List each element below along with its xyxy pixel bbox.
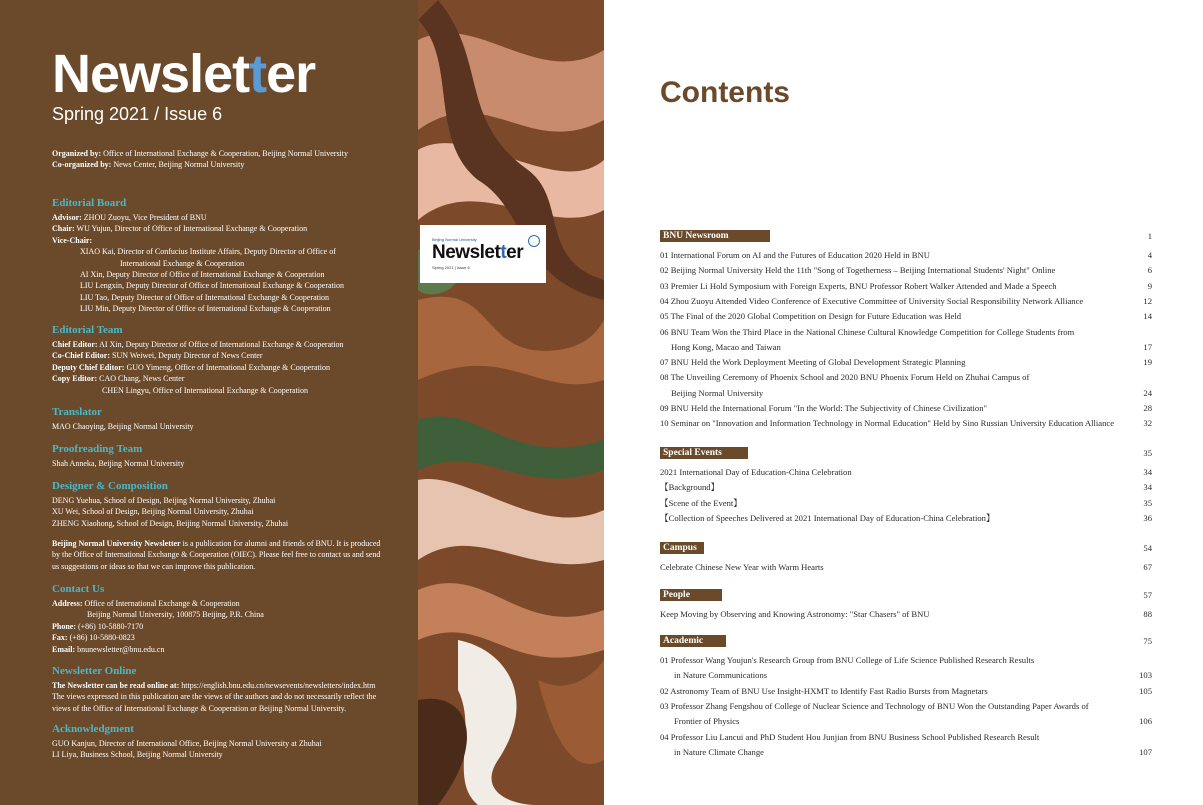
page-number: 57 <box>1143 590 1152 600</box>
page-number: 9 <box>1147 280 1152 291</box>
page-number: 36 <box>1143 512 1152 523</box>
section-heading[interactable]: People <box>660 589 722 601</box>
newsletter-url[interactable]: https://english.bnu.edu.cn/newsevents/newsletters/index.htm <box>179 681 376 690</box>
organizers: Organized by: Office of International Exchange & Cooperation, Beijing Normal University Co-organized by: News Center, Beijing Normal University <box>52 149 349 170</box>
cover-title: Newsletter <box>432 242 524 263</box>
page-number: 75 <box>1143 636 1152 646</box>
section-title: Newsletter Online <box>52 665 137 677</box>
toc-entry[interactable]: Hong Kong, Macao and Taiwan <box>671 341 781 352</box>
translator: Translator MAO Chaoying, Beijing Normal University <box>52 405 402 432</box>
page-number: 34 <box>1143 482 1152 493</box>
designer-composition: Designer & Composition DENG Yuehua, School of Design, Beijing Normal University, Zhuhai XU Wei, School of Design, Beijing Normal University, Zhuhai ZHENG Xiaohong, School of Design, Beijing Normal University, Zhuhai <box>52 479 402 529</box>
toc-entry[interactable]: Frontier of Physics <box>674 716 740 727</box>
toc-entry[interactable]: 03 Premier Li Hold Symposium with Foreign Experts, BNU Professor Robert Walker Attended and Made a Speech <box>660 280 1057 291</box>
page-number: 24 <box>1143 387 1152 398</box>
section-title: Proofreading Team <box>52 443 143 455</box>
issue-label: Spring 2021 / Issue 6 <box>52 104 223 124</box>
section-title: Editorial Board <box>52 197 127 209</box>
toc-entry[interactable]: Keep Moving by Observing and Knowing Astronomy: "Star Chasers" of BNU <box>660 609 930 619</box>
section-heading[interactable]: Campus <box>660 542 704 554</box>
about-publication: Beijing Normal University Newsletter is a publication for alumni and friends of BNU. It is produced by the Office of International Exchange & Cooperation (OIEC). Please feel free to contact us and send us suggestions or ideas so that we can improve this publication. <box>52 539 381 571</box>
toc-entry[interactable]: 02 Beijing Normal University Held the 11th "Song of Togetherness – Beijing International Students' Night" Online <box>660 265 1056 276</box>
toc-entry[interactable]: 02 Astronomy Team of BNU Use Insight-HXMT to Identify Fast Radio Bursts from Magnetars <box>660 685 988 696</box>
toc-entry[interactable]: 06 BNU Team Won the Third Place in the National Chinese Cultural Knowledge Competition for College Students from <box>660 326 1075 337</box>
section-heading[interactable]: Special Events <box>660 447 748 459</box>
university-seal-icon <box>528 235 540 247</box>
page-number: 32 <box>1143 418 1152 429</box>
page-number: 19 <box>1143 357 1152 368</box>
page-number: 28 <box>1143 403 1152 413</box>
cover-thumbnail <box>420 225 546 283</box>
section-heading[interactable]: BNU Newsroom <box>660 230 770 242</box>
page-number: 103 <box>1139 670 1152 681</box>
toc-entry[interactable]: 2021 International Day of Education-China Celebration <box>660 467 852 477</box>
marbled-art-strip <box>418 0 604 805</box>
section-title: Designer & Composition <box>52 480 168 492</box>
editorial-board: Editorial Board Advisor: ZHOU Zuoyu, Vice President of BNU Chair: WU Yujun, Director of Office of International Exchange & Cooperation Vice-Chair: XIAO Kai, Director of Confucius Institute Affairs, Deputy Director of Office of International Exchange & Cooperation AI Xin, Deputy Director of Office of International Exchange & Cooperation LIU Lengxin, Deputy Director of Office of International Exchange & Cooperation LIU Tao, Deputy Director of Office of International Exchange & Cooperation LIU Min, Deputy Director of Office of International Exchange & Cooperation <box>52 196 402 315</box>
page-number: 17 <box>1143 341 1152 352</box>
page-number: 105 <box>1139 685 1152 696</box>
cover-issue: Spring 2021 | Issue 6 <box>432 265 470 270</box>
page-number: 35 <box>1143 448 1152 458</box>
page-number: 6 <box>1147 265 1152 276</box>
section-title: Translator <box>52 406 102 418</box>
toc-entry[interactable]: 05 The Final of the 2020 Global Competition on Design for Future Education was Held <box>660 311 962 322</box>
toc-entry[interactable]: 【Scene of the Event】 <box>660 497 742 508</box>
acknowledgment: Acknowledgment GUO Kanjun, Director of International Office, Beijing Normal University at Zhuhai LI Liya, Business School, Beijing Normal University <box>52 722 402 761</box>
page-number: 106 <box>1139 716 1152 727</box>
toc-entry[interactable]: 10 Seminar on "Innovation and Information Technology in Normal Education" Held by Sino Russian University Education Alliance <box>660 418 1115 429</box>
contact-us: Contact Us Address: Office of International Exchange & Cooperation Beijing Normal University, 100875 Beijing, P.R. China Phone: (+86) 10-5880-7170 Fax: (+86) 10-5880-0823 Email: bnunewsletter@bnu.edu.cn <box>52 582 402 655</box>
marble-pattern <box>418 0 604 805</box>
contents-title: Contents <box>660 76 790 109</box>
toc-entry[interactable]: 04 Zhou Zuoyu Attended Video Conference of Executive Committee of University Social Responsibility Network Alliance <box>660 295 1084 306</box>
contents-page <box>604 0 1203 805</box>
page-number: 12 <box>1143 295 1152 306</box>
toc-entry[interactable]: 03 Professor Zhang Fengshou of College of Nuclear Science and Technology of BNU Won the Outstanding Paper Awards of <box>660 700 1089 711</box>
page-number: 35 <box>1143 497 1152 508</box>
section-title: Contact Us <box>52 583 105 595</box>
section-heading[interactable]: Academic <box>660 635 726 647</box>
toc-entry[interactable]: 07 BNU Held the Work Deployment Meeting of Global Development Strategic Planning <box>660 357 966 368</box>
section-title: Acknowledgment <box>52 723 134 735</box>
newsletter-online: Newsletter Online The Newsletter can be read online at: https://english.bnu.edu.cn/newsevents/newsletters/index.htm The views expressed in this publication are the views of the authors and do not necessarily reflect the views of the Office of International Exchange & Cooperation or Beijing Normal University. <box>52 664 402 714</box>
toc-entry[interactable]: Beijing Normal University <box>671 387 764 398</box>
toc-entry[interactable]: in Nature Communications <box>674 670 768 681</box>
page-number: 1 <box>1147 231 1152 241</box>
page-number: 107 <box>1139 746 1152 757</box>
toc-entry[interactable]: 08 The Unveiling Ceremony of Phoenix School and 2020 BNU Phoenix Forum Held on Zhuhai Campus of <box>660 372 1030 383</box>
toc-entry[interactable]: 【Collection of Speeches Delivered at 2021 International Day of Education-China Celebration】 <box>660 512 995 523</box>
cover-small-text: Beijing Normal University <box>432 237 477 242</box>
proofreading-team: Proofreading Team Shah Anneka, Beijing Normal University <box>52 442 402 469</box>
toc-entry[interactable]: 【Background】 <box>660 482 720 493</box>
page-number: 67 <box>1143 562 1152 572</box>
page-number: 34 <box>1143 467 1152 477</box>
page-number: 54 <box>1143 543 1152 553</box>
toc-entry[interactable]: 01 International Forum on AI and the Futures of Education 2020 Held in BNU <box>660 250 930 260</box>
toc-entry[interactable]: Celebrate Chinese New Year with Warm Hearts <box>660 562 824 572</box>
editorial-team: Editorial Team Chief Editor: AI Xin, Deputy Director of Office of International Exchange & Cooperation Co-Chief Editor: SUN Weiwei, Deputy Director of News Center Deputy Chief Editor: GUO Yimeng, Office of International Exchange & Cooperation Copy Editor: CAO Chang, News Center CHEN Lingyu, Office of International Exchange & Cooperation <box>52 323 402 396</box>
toc-entry[interactable]: in Nature Climate Change <box>674 746 764 757</box>
page-number: 14 <box>1143 311 1152 322</box>
page-number: 4 <box>1147 250 1152 260</box>
page-number: 88 <box>1143 609 1152 619</box>
section-title: Editorial Team <box>52 324 123 336</box>
newsletter-logo: Newsletter <box>52 44 316 104</box>
toc-entry[interactable]: 04 Professor Liu Lancui and PhD Student Hou Junjian from BNU Business School Published Research Result <box>660 731 1040 742</box>
toc-entry[interactable]: 09 BNU Held the International Forum "In the World: The Subjectivity of Chinese Civilization" <box>660 403 988 413</box>
toc-entry[interactable]: 01 Professor Wang Youjun's Research Group from BNU College of Life Science Published Research Results <box>660 655 1035 665</box>
masthead-panel <box>0 0 418 805</box>
